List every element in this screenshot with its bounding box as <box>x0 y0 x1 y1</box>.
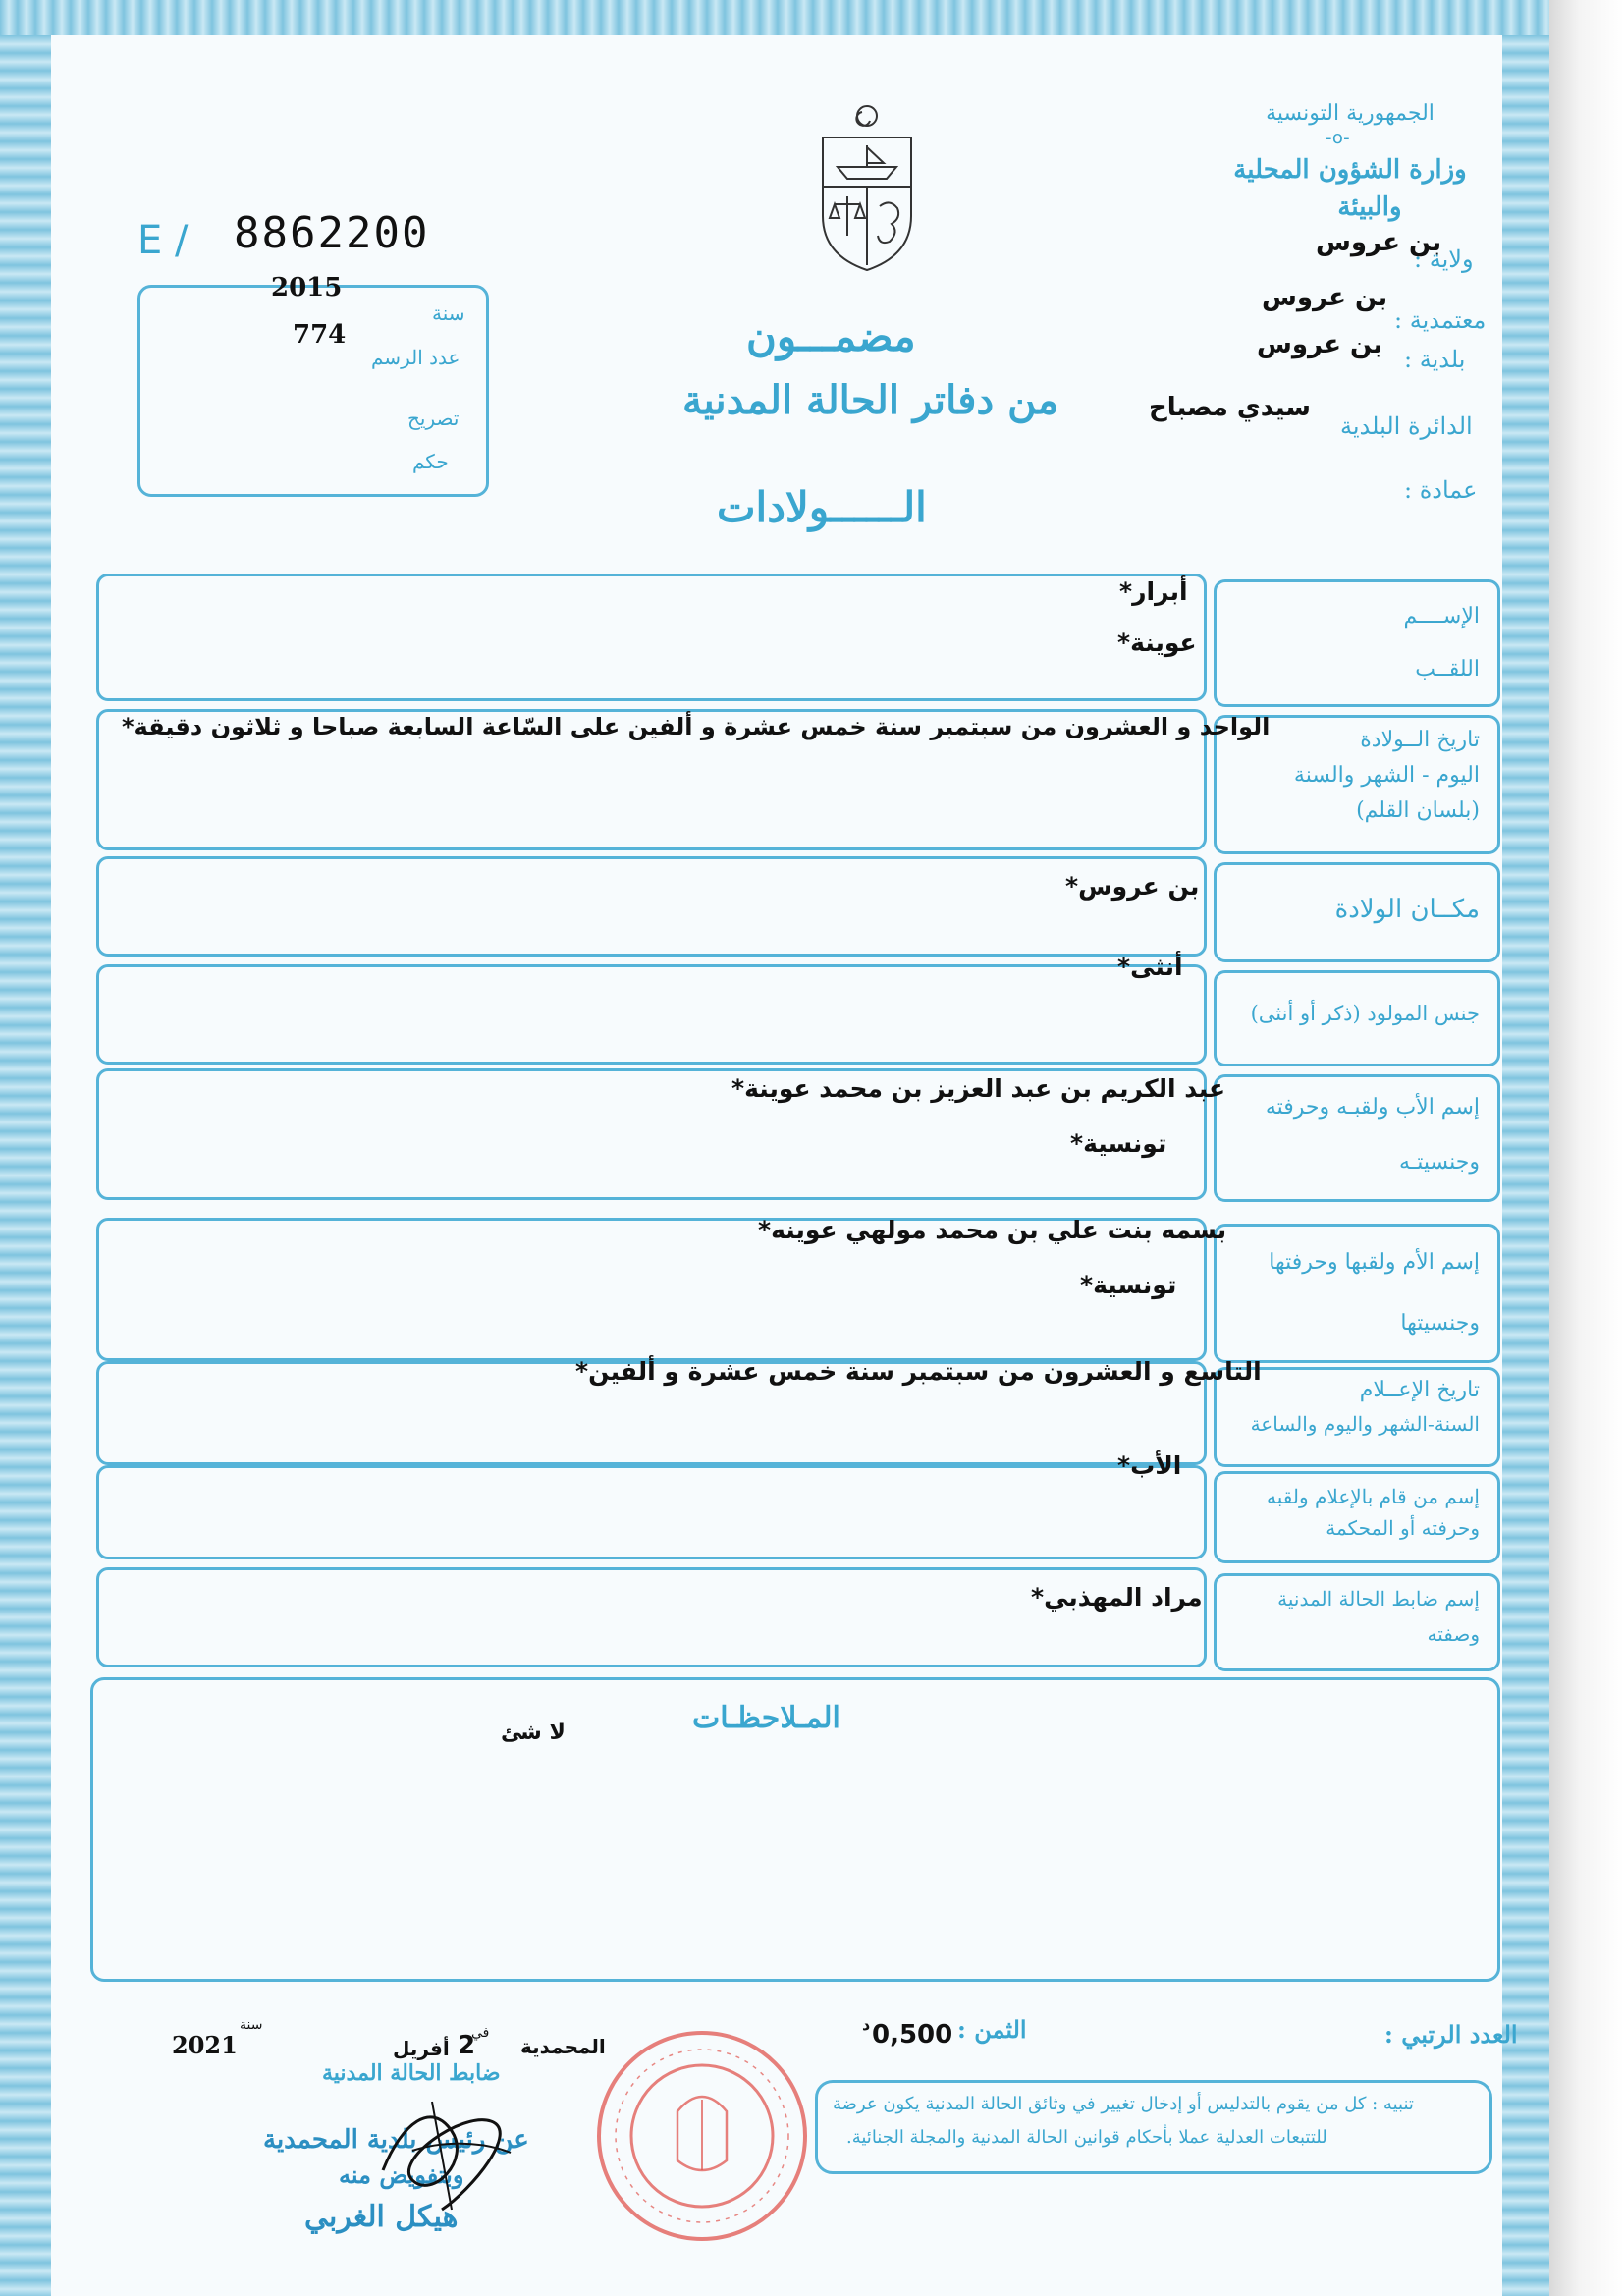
governorate-value: بن عروس <box>1316 228 1442 257</box>
header-divider: -o- <box>1326 128 1350 148</box>
row-officer-label-box <box>1214 1573 1500 1671</box>
registry-record-value: 774 <box>293 320 347 350</box>
registry-record-label: عدد الرسم <box>371 346 460 369</box>
birth-place-value: بن عروس* <box>1065 872 1200 901</box>
father-nationality-value: تونسية* <box>1070 1129 1167 1158</box>
row-label-line: وجنسيتـه <box>1398 1150 1480 1175</box>
year-value: 2021 <box>172 2031 238 2059</box>
guilloche-border-left <box>0 0 51 2296</box>
row-label-line: الإســــم <box>1403 604 1480 629</box>
surname-value: عوينة* <box>1117 629 1197 657</box>
row-birth-place-field <box>96 856 1207 957</box>
row-label-line: إسم ضابط الحالة المدنية <box>1277 1587 1480 1611</box>
row-gender-field <box>96 964 1207 1065</box>
serial-number: 8862200 <box>234 208 430 258</box>
row-gender-label-box <box>1214 970 1500 1066</box>
mother-name-value: بسمه بنت علي بن محمد مولهي عوينه* <box>758 1216 1227 1244</box>
registry-year-label: سنة <box>432 301 465 325</box>
row-name-field <box>96 574 1207 701</box>
father-name-value: عبد الكريم بن عبد العزيز بن محمد عوينة* <box>731 1074 1226 1103</box>
row-label-line: جنس المولود (ذكر أو أنثى) <box>1250 1002 1480 1025</box>
row-label-line: إسم الأب ولقبـه وحرفته <box>1265 1095 1480 1120</box>
warning-line1: تنبيه : كل من يقوم بالتدليس أو إدخال تغيير في وثائق الحالة المدنية يكون عرضة <box>833 2094 1414 2114</box>
row-label-line: إسم الأم ولقبها وحرفتها <box>1269 1250 1480 1275</box>
row-label-line: اللقــب <box>1415 657 1480 682</box>
remarks-title: المـلاحظـات <box>692 1701 840 1735</box>
row-label-line: وصفته <box>1427 1622 1480 1646</box>
municipal-stamp-icon <box>589 2023 815 2249</box>
price-label: الثمن : <box>957 2015 1027 2044</box>
declaration-date-value: التاسع و العشرون من سبتمبر سنة خمس عشرة و ألفين* <box>575 1357 1262 1386</box>
registry-judgment-label: حكم <box>412 450 449 473</box>
day-value: 2 <box>458 2031 476 2060</box>
ministry-name-line2: والبيئة <box>1337 192 1402 222</box>
signature-name: هيكل الغربي <box>304 2200 459 2234</box>
declarant-value: الأب* <box>1117 1451 1182 1480</box>
signature-line1: عن رئيس بلدية المحمدية <box>263 2125 529 2155</box>
price-value: 0,500 <box>872 2020 953 2050</box>
price-unit: د <box>862 2015 871 2034</box>
year-label: سنة <box>240 2017 263 2033</box>
municipality-label: بلدية : <box>1404 346 1466 373</box>
title-from-registers: من دفاتر الحالة المدنية <box>682 377 1058 423</box>
tunisia-coat-of-arms-icon <box>813 98 921 275</box>
row-label-line: وحرفته أو المحكمة <box>1326 1516 1480 1540</box>
municipality-value: بن عروس <box>1257 330 1383 359</box>
title-extract: مضمـــون <box>746 312 916 360</box>
in-label: في <box>471 2025 490 2041</box>
row-label-line: تاريخ الإعــلام <box>1359 1378 1480 1402</box>
delegation-label: معتمدية : <box>1394 306 1487 334</box>
guilloche-border-right <box>1502 0 1551 2296</box>
signature-line2: وبتفويض منه <box>339 2160 464 2189</box>
row-label-line: (بلسان القلم) <box>1356 798 1480 823</box>
place-value: المحمدية <box>520 2035 606 2058</box>
row-label-line: السنة-الشهر واليوم والساعة <box>1250 1412 1480 1436</box>
district-value: سيدي مصباح <box>1149 393 1311 422</box>
row-label-line: اليوم - الشهر والسنة <box>1293 763 1480 788</box>
row-mother-label-box <box>1214 1224 1500 1363</box>
registry-year-value: 2015 <box>271 273 343 302</box>
serial-prefix: E / <box>137 218 189 263</box>
birth-date-value: الواحد و العشرون من سبتمبر سنة خمس عشرة و ألفين على السّاعة السابعة صباحا و ثلاثون دقيقة* <box>122 713 1271 740</box>
row-label-line: مكــان الولادة <box>1334 895 1480 924</box>
officer-title: ضابط الحالة المدنية <box>322 2060 501 2086</box>
paper-fold-edge <box>1549 0 1624 2296</box>
serial-order-label: العدد الرتبي : <box>1384 2020 1518 2049</box>
mother-nationality-value: تونسية* <box>1080 1271 1177 1299</box>
row-birth-place-label-box <box>1214 862 1500 962</box>
title-births: الــــــولادات <box>717 483 927 531</box>
imada-label: عمادة : <box>1404 476 1478 504</box>
guilloche-border-top <box>0 0 1549 35</box>
district-label: الدائرة البلدية <box>1340 412 1473 440</box>
handwritten-signature-icon <box>373 2082 520 2219</box>
row-label-line: تاريخ الــولادة <box>1360 728 1480 752</box>
ministry-name-line1: وزارة الشؤون المحلية <box>1233 155 1467 185</box>
row-declarant-label-box <box>1214 1471 1500 1563</box>
registry-declaration-label: تصريح <box>407 407 460 430</box>
row-declarant-field <box>96 1465 1207 1559</box>
governorate-label: ولاية : <box>1414 246 1474 273</box>
row-father-label-box <box>1214 1074 1500 1202</box>
month-value: أفريل <box>393 2037 450 2060</box>
warning-line2: للتتبعات العدلية عملا بأحكام قوانين الحالة المدنية والمجلة الجنائية. <box>846 2127 1327 2148</box>
row-label-line: وجنسيتها <box>1400 1311 1480 1336</box>
first-name-value: أبرار* <box>1119 577 1188 606</box>
delegation-value: بن عروس <box>1262 283 1388 312</box>
row-label-line: إسم من قام بالإعلام ولقبه <box>1267 1485 1480 1508</box>
row-name-label-box <box>1214 579 1500 707</box>
remarks-value: لا شئ <box>501 1721 566 1745</box>
gender-value: أنثى* <box>1117 953 1183 981</box>
officer-name-value: مراد المهذبي* <box>1031 1583 1203 1612</box>
republic-name: الجمهورية التونسية <box>1266 101 1435 126</box>
